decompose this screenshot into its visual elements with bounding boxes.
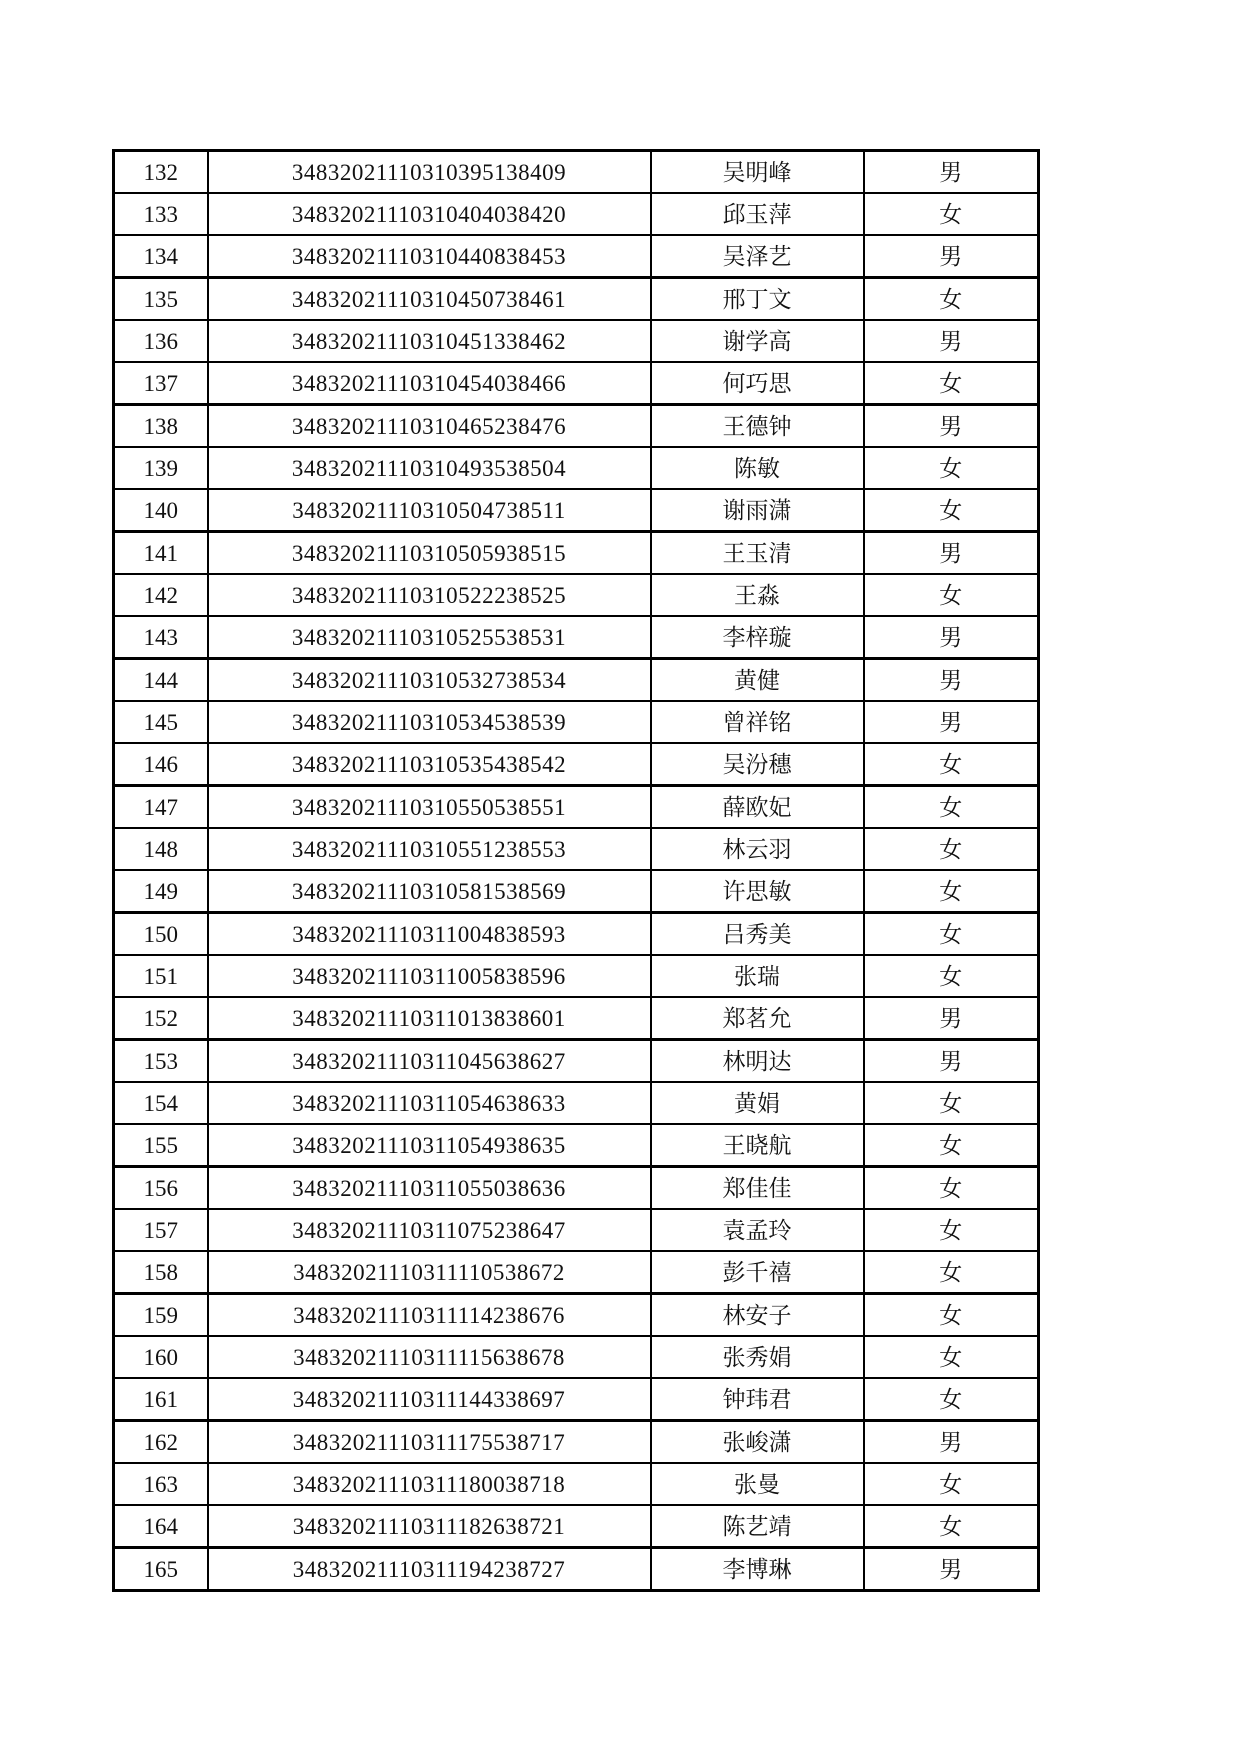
exam-number-cell: 34832021110311115638678 [208, 1336, 651, 1378]
exam-number-cell: 34832021110311004838593 [208, 913, 651, 956]
table-row [114, 1082, 1039, 1124]
serial-number-cell: 133 [114, 193, 208, 235]
gender-cell: 女 [864, 870, 1039, 913]
gender-cell: 女 [864, 913, 1039, 956]
table-row [114, 235, 1039, 278]
student-name-cell: 陈艺靖 [651, 1505, 864, 1548]
gender-cell: 男 [864, 659, 1039, 702]
exam-number-cell: 34832021110310493538504 [208, 447, 651, 489]
table-row [114, 193, 1039, 235]
exam-number-cell: 34832021110311110538672 [208, 1251, 651, 1294]
student-name-cell: 邢丁文 [651, 278, 864, 321]
table-row [114, 362, 1039, 405]
serial-number-cell: 136 [114, 320, 208, 362]
student-name-cell: 王德钟 [651, 405, 864, 448]
exam-number-cell: 34832021110310454038466 [208, 362, 651, 405]
student-name-cell: 王晓航 [651, 1124, 864, 1167]
exam-number-cell: 34832021110310581538569 [208, 870, 651, 913]
exam-number-cell: 34832021110310525538531 [208, 616, 651, 659]
gender-cell: 男 [864, 320, 1039, 362]
serial-number-cell: 134 [114, 235, 208, 278]
serial-number-cell: 148 [114, 828, 208, 870]
student-name-cell: 彭千禧 [651, 1251, 864, 1294]
table-row [114, 320, 1039, 362]
student-name-cell: 谢学高 [651, 320, 864, 362]
student-name-cell: 黄健 [651, 659, 864, 702]
table-row [114, 955, 1039, 997]
gender-cell: 女 [864, 574, 1039, 616]
serial-number-cell: 158 [114, 1251, 208, 1294]
student-name-cell: 吕秀美 [651, 913, 864, 956]
exam-number-cell: 34832021110310440838453 [208, 235, 651, 278]
gender-cell: 男 [864, 235, 1039, 278]
serial-number-cell: 157 [114, 1209, 208, 1251]
gender-cell: 男 [864, 997, 1039, 1040]
gender-cell: 女 [864, 955, 1039, 997]
student-name-cell: 吴明峰 [651, 151, 864, 194]
serial-number-cell: 152 [114, 997, 208, 1040]
serial-number-cell: 163 [114, 1463, 208, 1505]
gender-cell: 女 [864, 193, 1039, 235]
exam-number-cell: 34832021110311194238727 [208, 1548, 651, 1591]
serial-number-cell: 144 [114, 659, 208, 702]
student-roster-table [112, 149, 1040, 1592]
student-name-cell: 吴泽艺 [651, 235, 864, 278]
exam-number-cell: 34832021110311054638633 [208, 1082, 651, 1124]
student-name-cell: 王玉清 [651, 532, 864, 575]
serial-number-cell: 141 [114, 532, 208, 575]
exam-number-cell: 34832021110310532738534 [208, 659, 651, 702]
gender-cell: 女 [864, 1251, 1039, 1294]
serial-number-cell: 137 [114, 362, 208, 405]
table-row [114, 743, 1039, 786]
serial-number-cell: 155 [114, 1124, 208, 1167]
table-row [114, 151, 1039, 194]
exam-number-cell: 34832021110310504738511 [208, 489, 651, 532]
student-name-cell: 林明达 [651, 1040, 864, 1083]
exam-number-cell: 34832021110311005838596 [208, 955, 651, 997]
exam-number-cell: 34832021110310535438542 [208, 743, 651, 786]
gender-cell: 女 [864, 278, 1039, 321]
table-row [114, 1336, 1039, 1378]
table-row [114, 574, 1039, 616]
student-name-cell: 林安子 [651, 1294, 864, 1337]
table-row [114, 447, 1039, 489]
student-name-cell: 王淼 [651, 574, 864, 616]
gender-cell: 男 [864, 1421, 1039, 1464]
exam-number-cell: 34832021110311045638627 [208, 1040, 651, 1083]
gender-cell: 女 [864, 1505, 1039, 1548]
exam-number-cell: 34832021110310395138409 [208, 151, 651, 194]
gender-cell: 女 [864, 447, 1039, 489]
gender-cell: 女 [864, 786, 1039, 829]
serial-number-cell: 146 [114, 743, 208, 786]
exam-number-cell: 34832021110310534538539 [208, 701, 651, 743]
table-row [114, 913, 1039, 956]
exam-number-cell: 34832021110310451338462 [208, 320, 651, 362]
student-name-cell: 张秀娟 [651, 1336, 864, 1378]
exam-number-cell: 34832021110310522238525 [208, 574, 651, 616]
student-name-cell: 李梓璇 [651, 616, 864, 659]
table-row [114, 1294, 1039, 1337]
student-name-cell: 李博琳 [651, 1548, 864, 1591]
table-row [114, 1378, 1039, 1421]
serial-number-cell: 160 [114, 1336, 208, 1378]
gender-cell: 女 [864, 828, 1039, 870]
serial-number-cell: 145 [114, 701, 208, 743]
exam-number-cell: 34832021110310551238553 [208, 828, 651, 870]
exam-number-cell: 34832021110311180038718 [208, 1463, 651, 1505]
gender-cell: 女 [864, 362, 1039, 405]
table-row [114, 616, 1039, 659]
table-row [114, 489, 1039, 532]
gender-cell: 男 [864, 701, 1039, 743]
exam-number-cell: 34832021110311114238676 [208, 1294, 651, 1337]
serial-number-cell: 159 [114, 1294, 208, 1337]
gender-cell: 男 [864, 1040, 1039, 1083]
table-row [114, 532, 1039, 575]
serial-number-cell: 138 [114, 405, 208, 448]
student-name-cell: 林云羽 [651, 828, 864, 870]
table-row [114, 870, 1039, 913]
gender-cell: 女 [864, 1124, 1039, 1167]
exam-number-cell: 34832021110311055038636 [208, 1167, 651, 1210]
serial-number-cell: 147 [114, 786, 208, 829]
gender-cell: 女 [864, 1294, 1039, 1337]
student-name-cell: 谢雨潇 [651, 489, 864, 532]
student-name-cell: 张曼 [651, 1463, 864, 1505]
serial-number-cell: 156 [114, 1167, 208, 1210]
student-name-cell: 张瑞 [651, 955, 864, 997]
student-name-cell: 何巧思 [651, 362, 864, 405]
table-row [114, 828, 1039, 870]
table-row [114, 1209, 1039, 1251]
serial-number-cell: 161 [114, 1378, 208, 1421]
student-name-cell: 郑茗允 [651, 997, 864, 1040]
exam-number-cell: 34832021110310505938515 [208, 532, 651, 575]
serial-number-cell: 164 [114, 1505, 208, 1548]
serial-number-cell: 135 [114, 278, 208, 321]
exam-number-cell: 34832021110311054938635 [208, 1124, 651, 1167]
table-row [114, 278, 1039, 321]
serial-number-cell: 150 [114, 913, 208, 956]
table-row [114, 1251, 1039, 1294]
gender-cell: 男 [864, 405, 1039, 448]
student-name-cell: 郑佳佳 [651, 1167, 864, 1210]
table-body [114, 151, 1039, 1591]
gender-cell: 女 [864, 489, 1039, 532]
student-name-cell: 曾祥铭 [651, 701, 864, 743]
serial-number-cell: 143 [114, 616, 208, 659]
gender-cell: 女 [864, 1463, 1039, 1505]
serial-number-cell: 132 [114, 151, 208, 194]
exam-number-cell: 34832021110310450738461 [208, 278, 651, 321]
student-name-cell: 张峻潇 [651, 1421, 864, 1464]
student-name-cell: 邱玉萍 [651, 193, 864, 235]
serial-number-cell: 149 [114, 870, 208, 913]
student-name-cell: 陈敏 [651, 447, 864, 489]
serial-number-cell: 153 [114, 1040, 208, 1083]
table-row [114, 1421, 1039, 1464]
table-row [114, 659, 1039, 702]
table-row [114, 1167, 1039, 1210]
gender-cell: 女 [864, 1209, 1039, 1251]
serial-number-cell: 154 [114, 1082, 208, 1124]
exam-number-cell: 34832021110311144338697 [208, 1378, 651, 1421]
table-row [114, 1548, 1039, 1591]
gender-cell: 男 [864, 151, 1039, 194]
exam-number-cell: 34832021110310465238476 [208, 405, 651, 448]
table-row [114, 997, 1039, 1040]
table-row [114, 1124, 1039, 1167]
student-name-cell: 钟玮君 [651, 1378, 864, 1421]
exam-number-cell: 34832021110311182638721 [208, 1505, 651, 1548]
gender-cell: 男 [864, 532, 1039, 575]
exam-number-cell: 34832021110311075238647 [208, 1209, 651, 1251]
table-row [114, 701, 1039, 743]
gender-cell: 男 [864, 1548, 1039, 1591]
student-name-cell: 薛欧妃 [651, 786, 864, 829]
serial-number-cell: 140 [114, 489, 208, 532]
table-row [114, 1463, 1039, 1505]
student-name-cell: 吴汾穗 [651, 743, 864, 786]
table-row [114, 786, 1039, 829]
gender-cell: 男 [864, 616, 1039, 659]
gender-cell: 女 [864, 1082, 1039, 1124]
serial-number-cell: 165 [114, 1548, 208, 1591]
student-name-cell: 许思敏 [651, 870, 864, 913]
table-row [114, 1505, 1039, 1548]
table-row [114, 1040, 1039, 1083]
exam-number-cell: 34832021110311013838601 [208, 997, 651, 1040]
gender-cell: 女 [864, 1167, 1039, 1210]
serial-number-cell: 151 [114, 955, 208, 997]
table-row [114, 405, 1039, 448]
student-name-cell: 袁孟玲 [651, 1209, 864, 1251]
gender-cell: 女 [864, 1336, 1039, 1378]
student-name-cell: 黄娟 [651, 1082, 864, 1124]
gender-cell: 女 [864, 1378, 1039, 1421]
exam-number-cell: 34832021110310550538551 [208, 786, 651, 829]
exam-number-cell: 34832021110311175538717 [208, 1421, 651, 1464]
serial-number-cell: 142 [114, 574, 208, 616]
exam-number-cell: 34832021110310404038420 [208, 193, 651, 235]
serial-number-cell: 162 [114, 1421, 208, 1464]
serial-number-cell: 139 [114, 447, 208, 489]
gender-cell: 女 [864, 743, 1039, 786]
